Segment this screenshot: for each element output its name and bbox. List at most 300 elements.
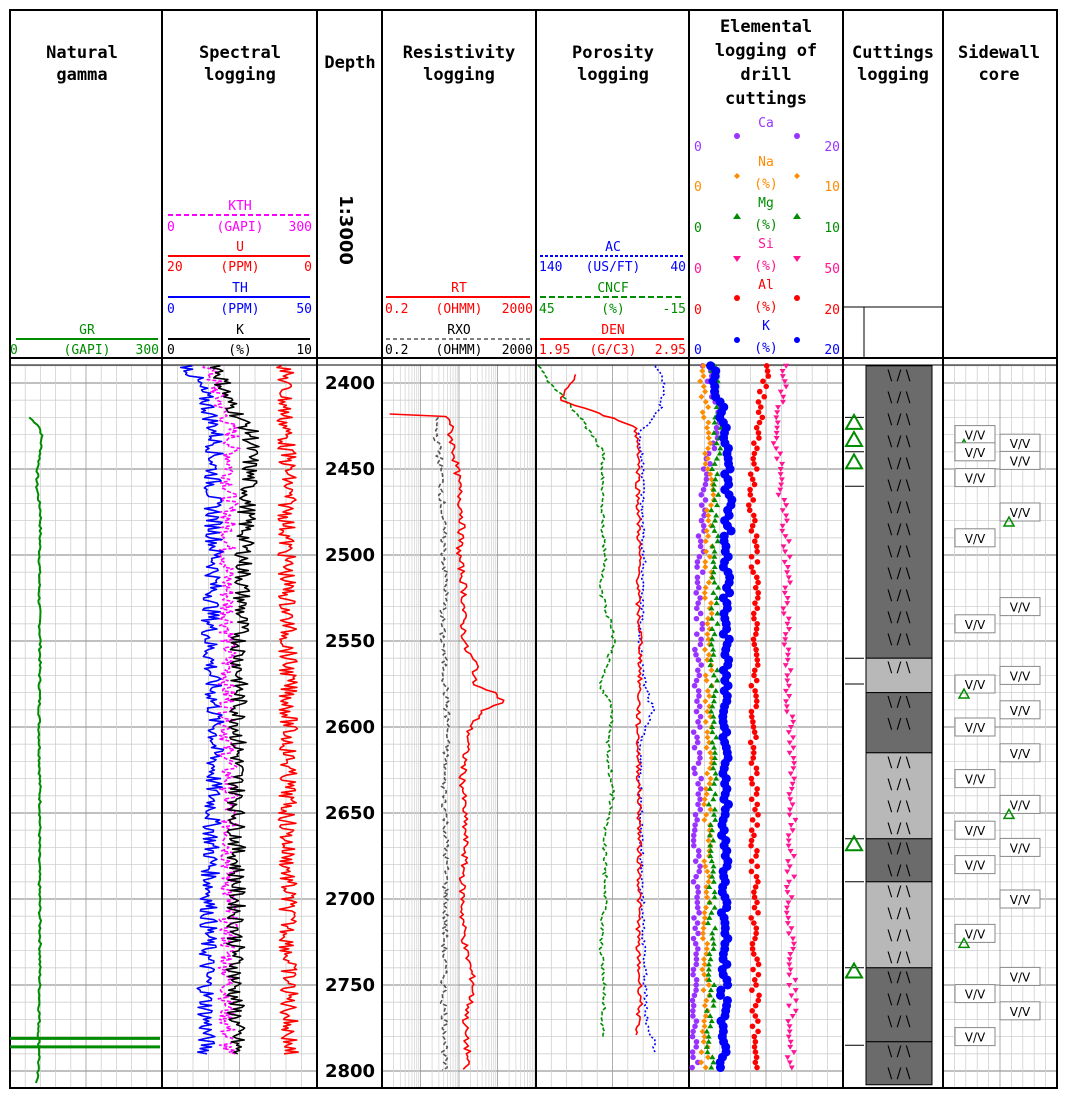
marker-si (787, 1045, 793, 1050)
track-title-sidewall-1: Sidewall (958, 43, 1040, 63)
legend-rt-name: RT (451, 281, 467, 296)
marker-na (701, 1034, 707, 1040)
marker-na (706, 652, 712, 658)
marker-ca (695, 920, 701, 926)
marker-na (701, 414, 707, 420)
marker-si (786, 931, 792, 936)
marker-si (788, 849, 794, 854)
marker-ca (697, 750, 703, 756)
marker-al (753, 735, 759, 741)
marker-ca (691, 765, 697, 771)
cuttings-pattern: \ / \ (887, 631, 911, 648)
svg-text:V/V: V/V (1009, 1004, 1031, 1019)
marker-al (750, 523, 756, 529)
marker-mg (712, 631, 718, 636)
marker-al (755, 998, 761, 1004)
marker-si (789, 715, 795, 720)
legend-ac-unit: (US/FT) (585, 260, 641, 275)
legend-el-k-unit: (%) (754, 341, 778, 356)
marker-si (771, 441, 777, 446)
marker-ca (698, 714, 704, 720)
marker-si (786, 730, 792, 735)
marker-na (702, 595, 708, 601)
marker-mg (709, 729, 715, 734)
cuttings-pattern: \ / \ (887, 477, 911, 494)
marker-si (787, 1060, 793, 1065)
marker-ca (692, 822, 698, 828)
marker-si (784, 710, 790, 715)
marker-ca (699, 502, 705, 508)
marker-na (705, 512, 711, 518)
marker-al (761, 394, 767, 400)
marker-si (785, 890, 791, 895)
marker-na (706, 838, 712, 844)
marker-al (760, 378, 766, 384)
marker-al (752, 688, 758, 694)
svg-text:V/V: V/V (1009, 669, 1031, 684)
marker-ca (695, 802, 701, 808)
marker-al (754, 848, 760, 854)
marker-ca (692, 647, 698, 653)
marker-ca (691, 879, 697, 885)
legend-u-max: 0 (304, 260, 312, 275)
marker-ca (699, 518, 705, 524)
marker-si (790, 947, 796, 952)
marker-ca (696, 673, 702, 679)
marker-ca (692, 745, 698, 751)
legend-si-unit: (%) (754, 259, 778, 274)
marker-si (778, 390, 784, 395)
cuttings-pattern: \ / \ (887, 969, 911, 986)
marker-si (791, 942, 797, 947)
legend-u-unit: (PPM) (220, 260, 260, 275)
marker-si (787, 740, 793, 745)
marker-al (754, 549, 760, 555)
marker-na (700, 930, 706, 936)
marker-al (751, 724, 757, 730)
legend-k-min: 0 (167, 343, 175, 358)
marker-mg (711, 528, 717, 533)
marker-al (749, 781, 755, 787)
marker-mg (715, 585, 721, 590)
marker-ca (690, 1049, 696, 1055)
marker-al (752, 600, 758, 606)
marker-mg (710, 868, 716, 873)
marker-al (756, 972, 762, 978)
legend-k-name: K (236, 323, 244, 338)
marker-ca (691, 915, 697, 921)
marker-si (785, 658, 791, 663)
marker-si (787, 864, 793, 869)
legend-rxo-min: 0.2 (385, 343, 409, 358)
marker-ca (695, 946, 701, 952)
marker-na (702, 698, 708, 704)
marker-mg (710, 1059, 716, 1064)
marker-ca (698, 538, 704, 544)
svg-text:V/V: V/V (1009, 506, 1031, 520)
sidewall-sample (1000, 838, 1040, 856)
marker-mg (711, 698, 717, 703)
marker-mg (713, 512, 719, 517)
cuttings-pattern: \ / \ (887, 433, 911, 450)
marker-si (783, 364, 789, 369)
marker-ca (694, 894, 700, 900)
marker-ca (691, 936, 697, 942)
cuttings-pattern: \ / \ (887, 927, 911, 944)
svg-text:V/V: V/V (964, 987, 986, 1002)
sidewall-sample (955, 856, 995, 874)
marker-si (786, 627, 792, 632)
svg-text:V/V: V/V (1009, 746, 1031, 761)
svg-text:V/V: V/V (1009, 841, 1031, 856)
marker-si (774, 457, 780, 462)
marker-mg (709, 858, 715, 863)
marker-ca (703, 497, 709, 503)
marker-si (792, 978, 798, 983)
marker-si (777, 488, 783, 493)
cuttings-pattern: \ / \ (887, 716, 911, 733)
marker-ca (690, 972, 696, 978)
svg-text:V/V: V/V (1009, 970, 1031, 985)
marker-mg (710, 946, 716, 951)
sidewall-sample (955, 985, 995, 1003)
svg-text:V/V: V/V (1009, 703, 1031, 718)
cuttings-pattern: \ / \ (887, 1043, 911, 1060)
sidewall-sample (1000, 701, 1040, 719)
track-title-elemental-2: logging of (714, 41, 818, 61)
marker-mg (711, 580, 717, 585)
svg-text:V/V: V/V (964, 471, 986, 486)
marker-ca (696, 760, 702, 766)
legend-porosity (539, 240, 686, 358)
marker-al (752, 936, 758, 942)
marker-al (755, 662, 761, 668)
marker-si (793, 988, 799, 993)
marker-ca (696, 848, 702, 854)
marker-al (752, 1044, 758, 1050)
depth-tick-label: 2550 (324, 631, 376, 652)
track-title-sidewall-2: core (978, 65, 1020, 85)
svg-text:V/V: V/V (964, 617, 986, 632)
marker-si (774, 436, 780, 441)
marker-si (785, 653, 791, 658)
legend-si-marker-l (733, 256, 741, 262)
marker-na (701, 383, 707, 389)
legend-al-name: Al (758, 278, 774, 293)
legend-gr-max: 300 (135, 343, 159, 358)
marker-al (754, 626, 760, 632)
marker-ca (696, 853, 702, 859)
marker-al (752, 482, 758, 488)
marker-al (749, 683, 755, 689)
sidewall-sample (1000, 967, 1040, 985)
track-title-spectral-1: Spectral (199, 43, 281, 63)
marker-si (783, 689, 789, 694)
marker-si (784, 906, 790, 911)
marker-al (754, 466, 760, 472)
marker-ca (698, 642, 704, 648)
marker-si (787, 952, 793, 957)
sidewall-sample (1000, 1002, 1040, 1020)
marker-ca (693, 812, 699, 818)
cuttings-pattern: \ / \ (887, 367, 911, 384)
marker-al (750, 941, 756, 947)
marker-si (783, 503, 789, 508)
legend-gr-name: GR (79, 323, 95, 338)
marker-si (786, 684, 792, 689)
marker-mg (711, 879, 717, 884)
marker-na (705, 734, 711, 740)
marker-al (752, 894, 758, 900)
marker-mg (713, 770, 719, 775)
marker-al (754, 698, 760, 704)
marker-al (754, 956, 760, 962)
marker-al (753, 585, 759, 591)
marker-si (790, 1014, 796, 1019)
marker-si (787, 808, 793, 813)
marker-si (790, 735, 796, 740)
marker-na (703, 461, 709, 467)
cuttings-pattern: \ / \ (887, 1013, 911, 1030)
marker-al (752, 977, 758, 983)
legend-u-min: 20 (167, 260, 183, 275)
marker-al (752, 667, 758, 673)
svg-text:V/V: V/V (964, 772, 986, 787)
legend-kth-unit: (GAPI) (216, 220, 264, 235)
marker-al (753, 631, 759, 637)
marker-al (749, 564, 755, 570)
cuttings-pattern: \ / \ (887, 521, 911, 538)
marker-mg (712, 564, 718, 569)
marker-si (788, 968, 794, 973)
sidewall-sample (1000, 598, 1040, 616)
marker-al (753, 1049, 759, 1055)
marker-na (705, 518, 711, 524)
marker-si (778, 482, 784, 487)
legend-rxo-name: RXO (447, 323, 471, 338)
marker-si (787, 555, 793, 560)
marker-si (791, 875, 797, 880)
cuttings-pattern: \ / \ (887, 587, 911, 604)
svg-text:V/V: V/V (964, 1030, 986, 1045)
marker-al (751, 642, 757, 648)
marker-ca (698, 776, 704, 782)
marker-ca (693, 1044, 699, 1050)
marker-na (703, 672, 709, 678)
marker-al (750, 497, 756, 503)
marker-al (751, 636, 757, 642)
cuttings-column (845, 366, 932, 1085)
marker-si (783, 632, 789, 637)
marker-na (702, 647, 708, 653)
marker-mg (709, 930, 715, 935)
curve-porosity-cncf (538, 366, 615, 1037)
legend-resistivity (385, 281, 533, 358)
legend-na-marker-l (734, 173, 740, 179)
marker-al (753, 1013, 759, 1019)
marker-si (786, 575, 792, 580)
marker-al (750, 967, 756, 973)
marker-ca (693, 941, 699, 947)
marker-na (707, 781, 713, 787)
cuttings-pattern: \ / \ (887, 754, 911, 771)
marker-al (750, 719, 756, 725)
svg-text:V/V: V/V (1009, 893, 1031, 907)
marker-na (709, 610, 715, 616)
marker-al (754, 874, 760, 880)
marker-si (788, 926, 794, 931)
marker-ca (693, 590, 699, 596)
marker-al (755, 1029, 761, 1035)
marker-al (753, 704, 759, 710)
sidewall-sample (955, 443, 995, 461)
marker-ca (695, 580, 701, 586)
marker-si (775, 405, 781, 410)
marker-si (782, 591, 788, 596)
marker-al (756, 993, 762, 999)
marker-si (783, 513, 789, 518)
marker-ca (691, 1003, 697, 1009)
marker-al (753, 853, 759, 859)
marker-mg (711, 745, 717, 750)
marker-al (754, 1054, 760, 1060)
marker-ca (699, 626, 705, 632)
marker-si (788, 823, 794, 828)
legend-cncf-unit: (%) (601, 302, 625, 317)
track-title-porosity-2: logging (577, 65, 649, 85)
marker-ca (696, 869, 702, 875)
svg-text:V/V: V/V (964, 858, 986, 873)
marker-si (785, 921, 791, 926)
marker-ca (700, 569, 706, 575)
marker-al (749, 1008, 755, 1014)
marker-ca (693, 874, 699, 880)
marker-al (748, 915, 754, 921)
marker-al (754, 575, 760, 581)
marker-na (702, 389, 708, 395)
marker-al (755, 879, 761, 885)
marker-ca (694, 606, 700, 612)
cuttings-pattern: \ / \ (887, 820, 911, 837)
marker-al (751, 745, 757, 751)
marker-si (787, 581, 793, 586)
cuttings-pattern: \ / \ (887, 609, 911, 626)
marker-al (749, 554, 755, 560)
marker-na (701, 858, 707, 864)
marker-si (783, 699, 789, 704)
cuttings-pattern: \ / \ (887, 862, 911, 879)
sidewall-sample (1000, 434, 1040, 452)
marker-ca (691, 729, 697, 735)
depth-tick-label: 2800 (324, 1061, 376, 1082)
cuttings-pattern: \ / \ (887, 455, 911, 472)
svg-text:V/V: V/V (964, 824, 986, 839)
marker-al (750, 569, 756, 575)
marker-si (774, 431, 780, 436)
marker-al (754, 425, 760, 431)
marker-si (790, 937, 796, 942)
svg-text:V/V: V/V (964, 721, 986, 735)
marker-si (790, 746, 796, 751)
marker-al (755, 1018, 761, 1024)
depth-tick-label: 2700 (324, 889, 376, 910)
marker-mg (713, 776, 719, 781)
marker-na (706, 879, 712, 885)
marker-mg (710, 796, 716, 801)
marker-al (763, 384, 769, 390)
marker-ca (696, 533, 702, 539)
marker-mg (708, 1065, 714, 1070)
cuttings-pattern: \ / \ (887, 776, 911, 793)
marker-na (706, 982, 712, 988)
marker-ca (698, 544, 704, 550)
marker-mg (711, 941, 717, 946)
marker-al (756, 430, 762, 436)
marker-al (748, 492, 754, 498)
sidewall-sample (955, 770, 995, 788)
marker-na (708, 600, 714, 606)
marker-ca (695, 575, 701, 581)
marker-si (787, 813, 793, 818)
marker-ca (689, 1065, 695, 1071)
marker-mg (717, 451, 723, 456)
marker-al (750, 817, 756, 823)
marker-al (748, 740, 754, 746)
marker-si (773, 415, 779, 420)
marker-al (754, 544, 760, 550)
marker-ca (696, 688, 702, 694)
marker-al (755, 812, 761, 818)
legend-si-name: Si (758, 237, 774, 252)
legend-al-marker-r (794, 295, 800, 301)
marker-mg (712, 889, 718, 894)
marker-al (750, 456, 756, 462)
legend-ca-max: 20 (824, 140, 840, 155)
marker-si (791, 777, 797, 782)
marker-al (749, 838, 755, 844)
svg-text:V/V: V/V (1009, 600, 1031, 615)
depth-tick-label: 2500 (324, 545, 376, 566)
marker-al (755, 595, 761, 601)
marker-si (784, 704, 790, 709)
marker-al (754, 657, 760, 663)
marker-ca (691, 838, 697, 844)
legend-ac-max: 40 (670, 260, 686, 275)
marker-mg (709, 1018, 715, 1023)
marker-na (706, 435, 712, 441)
legend-si-max: 50 (824, 262, 840, 277)
marker-si (786, 792, 792, 797)
legend-na-max: 10 (824, 180, 840, 195)
marker-ca (694, 1039, 700, 1045)
sidewall-sample (1000, 451, 1040, 469)
marker-si (793, 998, 799, 1003)
marker-na (701, 817, 707, 823)
marker-mg (706, 1039, 712, 1044)
legend-ac-name: AC (605, 240, 621, 255)
marker-al (754, 446, 760, 452)
marker-ca (694, 616, 700, 622)
track-title-cuttings-1: Cuttings (852, 43, 934, 63)
marker-ca (692, 1023, 698, 1029)
legend-th-name: TH (232, 281, 248, 296)
marker-al (753, 925, 759, 931)
marker-si (782, 550, 788, 555)
cuttings-triangle-icon (846, 964, 862, 978)
svg-text:V/V: V/V (964, 428, 986, 443)
marker-si (786, 539, 792, 544)
marker-mg (707, 1023, 713, 1028)
